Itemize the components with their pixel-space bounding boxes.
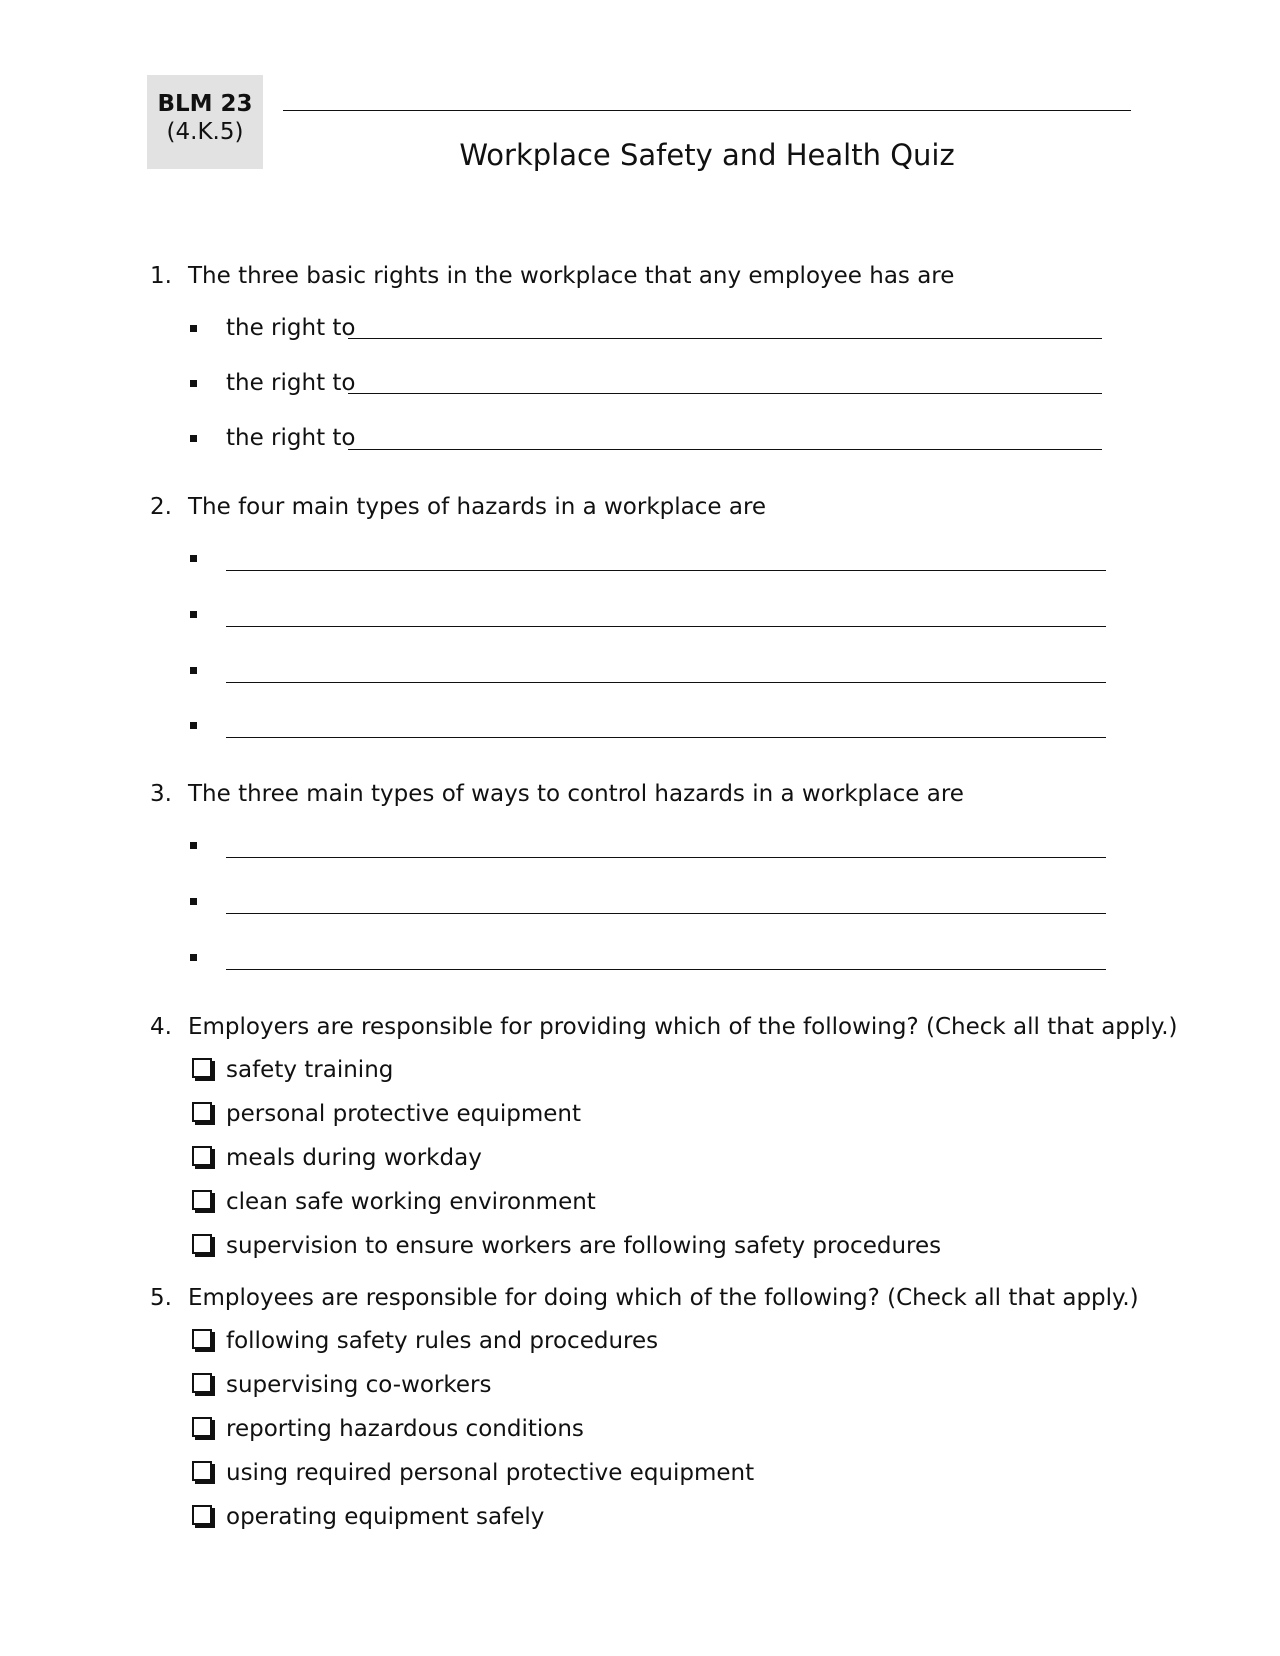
header-rule	[283, 110, 1131, 111]
q4-option-2: personal protective equipment	[226, 1101, 582, 1127]
bullet-icon	[190, 722, 197, 729]
q4-number: 4.	[150, 1014, 172, 1040]
q5-checkbox-4[interactable]	[192, 1461, 212, 1481]
q1-item-2-prefix: the right to	[226, 370, 356, 396]
q2-answer-blank-1[interactable]	[226, 570, 1106, 571]
q5-option-5: operating equipment safely	[226, 1504, 545, 1530]
blm-label-box	[147, 75, 263, 169]
q4-text: Employers are responsible for providing which of the following? (Check all that apply.)	[188, 1014, 1178, 1040]
blm-reference: (4.K.5)	[166, 119, 244, 145]
q5-text: Employees are responsible for doing which of the following? (Check all that apply.)	[188, 1285, 1139, 1311]
q1-item-3-prefix: the right to	[226, 425, 356, 451]
q5-option-3: reporting hazardous conditions	[226, 1416, 584, 1442]
q4-option-4: clean safe working environment	[226, 1189, 596, 1215]
q2-answer-blank-2[interactable]	[226, 626, 1106, 627]
q5-checkbox-5[interactable]	[192, 1505, 212, 1525]
q3-number: 3.	[150, 781, 172, 807]
q3-answer-blank-2[interactable]	[226, 913, 1106, 914]
q1-answer-blank-3[interactable]	[348, 449, 1102, 450]
q2-text: The four main types of hazards in a workplace are	[188, 494, 767, 520]
q5-option-1: following safety rules and procedures	[226, 1328, 659, 1354]
bullet-icon	[190, 954, 197, 961]
q4-option-5: supervision to ensure workers are following safety procedures	[226, 1233, 942, 1259]
q5-checkbox-2[interactable]	[192, 1373, 212, 1393]
q2-number: 2.	[150, 494, 172, 520]
bullet-icon	[190, 667, 197, 674]
q4-checkbox-2[interactable]	[192, 1102, 212, 1122]
bullet-icon	[190, 380, 197, 387]
q3-text: The three main types of ways to control hazards in a workplace are	[188, 781, 964, 807]
q5-option-2: supervising co-workers	[226, 1372, 492, 1398]
q4-checkbox-1[interactable]	[192, 1058, 212, 1078]
q5-option-4: using required personal protective equipment	[226, 1460, 755, 1486]
q3-answer-blank-1[interactable]	[226, 857, 1106, 858]
q4-checkbox-3[interactable]	[192, 1146, 212, 1166]
q5-checkbox-3[interactable]	[192, 1417, 212, 1437]
q4-option-1: safety training	[226, 1057, 394, 1083]
q4-option-3: meals during workday	[226, 1145, 482, 1171]
q4-checkbox-5[interactable]	[192, 1234, 212, 1254]
q1-text: The three basic rights in the workplace that any employee has are	[188, 263, 955, 289]
q5-checkbox-1[interactable]	[192, 1329, 212, 1349]
q5-number: 5.	[150, 1285, 172, 1311]
q4-checkbox-4[interactable]	[192, 1190, 212, 1210]
bullet-icon	[190, 611, 197, 618]
q2-answer-blank-3[interactable]	[226, 682, 1106, 683]
blm-code: BLM 23	[157, 91, 253, 117]
bullet-icon	[190, 325, 197, 332]
bullet-icon	[190, 555, 197, 562]
bullet-icon	[190, 435, 197, 442]
q2-answer-blank-4[interactable]	[226, 737, 1106, 738]
q1-answer-blank-1[interactable]	[348, 338, 1102, 339]
bullet-icon	[190, 842, 197, 849]
q1-answer-blank-2[interactable]	[348, 393, 1102, 394]
q3-answer-blank-3[interactable]	[226, 969, 1106, 970]
q1-item-1-prefix: the right to	[226, 315, 356, 341]
page-title: Workplace Safety and Health Quiz	[459, 138, 955, 172]
q1-number: 1.	[150, 263, 172, 289]
bullet-icon	[190, 898, 197, 905]
